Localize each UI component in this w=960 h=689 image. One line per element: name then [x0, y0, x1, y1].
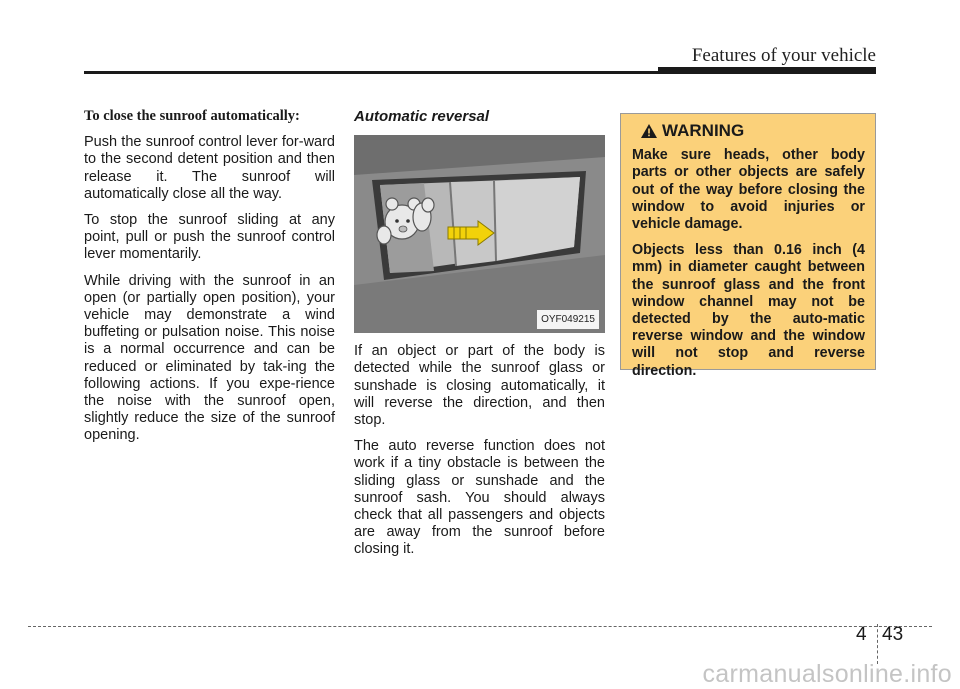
warning-triangle-icon	[640, 123, 658, 139]
close-sunroof-heading: To close the sunroof automatically:	[84, 108, 300, 124]
warning-title-row	[640, 122, 865, 139]
watermark: carmanualsonline.info	[702, 660, 952, 688]
paragraph: If an object or part of the body is detected while the sunroof glass or sunshade is closing automatically, it will reverse the direction, and then stop.	[354, 343, 605, 429]
header-rule-accent	[658, 67, 876, 73]
warning-paragraph: Objects less than 0.16 inch (4 mm) in diameter caught between the sunroof glass and the front window channel may not be detected by the auto-matic reverse window and the window will not stop and reverse direction.	[632, 242, 865, 379]
warning-paragraph: Make sure heads, other body parts or other objects are safely out of the way before closing the window to avoid injuries or vehicle damage.	[632, 147, 865, 233]
section-header-title: Features of your vehicle	[691, 45, 876, 66]
footer-divider	[28, 626, 932, 627]
paragraph: The auto reverse function does not work if a tiny obstacle is between the sliding glass or sunshade and the sunroof sash. You should always check that all passengers and objects are away from the sunroof before closing it.	[354, 438, 605, 558]
page-number: 43	[882, 624, 904, 645]
sunroof-illustration-drawing	[354, 135, 605, 333]
paragraph: To stop the sunroof sliding at any point, pull or push the sunroof control lever momentarily.	[84, 212, 335, 263]
column-left	[84, 108, 335, 454]
sunroof-illustration	[354, 135, 605, 333]
warning-box	[620, 113, 876, 379]
footer-vertical-divider	[877, 624, 878, 664]
chapter-number: 4	[856, 624, 867, 645]
warning-title: WARNING	[662, 121, 745, 140]
column-middle	[354, 108, 605, 568]
automatic-reversal-heading: Automatic reversal	[354, 108, 490, 125]
paragraph: While driving with the sunroof in an open (or partially open position), your vehicle may demonstrate a wind buffeting or pulsation noise. This noise is a normal occurrence and can be reduced or eliminated by tak-ing the following actions. If you expe-rience the noise with the sunroof open, slightly reduce the size of the sunroof opening.	[84, 272, 335, 444]
image-code-label: OYF049215	[537, 310, 599, 329]
paragraph: Push the sunroof control lever for-ward to the second detent position and then release it. The sunroof will automatically close all the way.	[84, 134, 335, 202]
